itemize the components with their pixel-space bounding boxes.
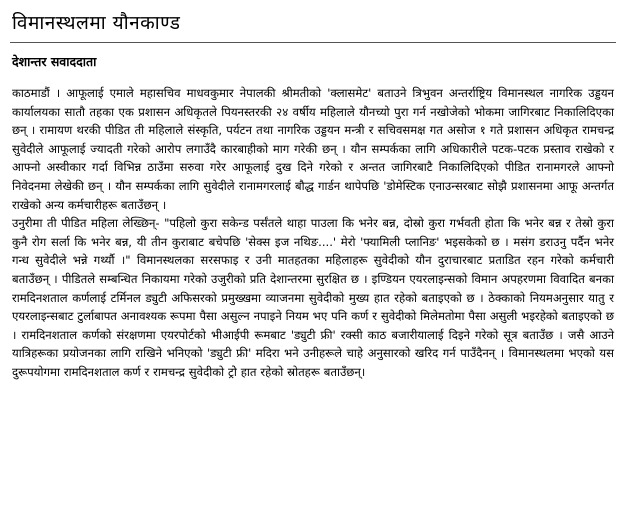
article-paragraph: उनुरीमा ती पीडित महिला लेख्छिन्- "पहिलो कुरा सकेन्ड पर्संतले थाहा पाउला कि भनेर बन्न, दोस्रो कुरा गर्भवती होता कि भनेर बन्न र तेस्रो कुरा कुनै रोग सर्ला कि भनेर बन्न, यी तीन कुराबाट बचेपछि 'सेक्स इज नथिङ....' मेरो 'फ्यामिली प्लानिङ' भइसकेको छ । मसंग डराउनु पर्दैन भनेर गन्ध सुवेदीले भन्ने गर्थ्यौ ।" विमानस्थलका सरसफाइ र उनी मातहतका महिलाहरू सुवेदीको यौन दुराचारबाट प्रताडित रहन गरेको कर्मचारी बताउँछन् । पीडितले सम्बन्धित निकायमा गरेको उजुरीको प्रति देशान्तरमा सुरक्षित छ । इण्डियन एयरलाइन्सको विमान अपहरणमा विवादित बनका रामदिनशताल कर्णलाई टर्मिनल ड्युटी अफिसरको प्रमुख्खमा व्याजनमा सुवेदीको मुख्य हात रहेको बताइएको छ । ठेक्काको नियमअनुसार यातु र एयरलाइन्सबाट टुर्लाबापत अनावश्यक रूपमा पैसा असुल्न नपाइने नियम भए पनि कर्ण र सुवेदीको मिलेमतोमा पैसा असुली भइरहेको बताइएको छ । रामदिनशताल कर्णको संरक्षणमा एयरपोर्टको भीआईपी रूमबाट 'ड्युटी फ्री' रक्सी काठ बजारीयालाई दिइने गरेको सूत्र बताउँछ । जसै आउने यात्रिहरूका प्रयोजनका लागि राखिने भनिएको 'ड्युटी फ्री' मदिरा भने उनीहरूले चाहे अनुसारको खरिद गर्न पाउँदैनन् । विमानस्थलमा भएको यस दुरूपयोगमा रामदिनशताल कर्ण र रामचन्द्र सुवेदीको ट्राेे हात रहेको स्रोतहरू बताउँछन्। (12, 216, 614, 379)
page-title: विमानस्थलमा यौनकाण्ड (12, 12, 181, 34)
byline: देशान्तर सवाददाता (12, 54, 97, 69)
title-divider (10, 42, 616, 43)
article-body (12, 84, 614, 382)
article-paragraph: काठमाडौं । आफूलाई एमाले महासचिव माधवकुमार नेपालकी श्रीमतीको 'क्लासमेट' बताउने त्रिभुवन अन्तर्राष्ट्रिय विमानस्थल नागरिक उड्डयन कार्यालयका सातौ तहका एक प्रशासन अधिकृतले पियनस्तरकी २४ वर्षीय महिलाले यौनच्यो पुरा गर्न नखोजेको भोकमा जागिरबाट निकालिदिएका छन् । रामायण थरकी पीडित ती महिलाले संस्कृति, पर्यटन तथा नागरिक उड्डयन मन्त्री र सचिवसमक्ष गत असोज १ गते प्रशासन अधिकृत रामचन्द्र सुवेदीले आफूलाई ज्यादती गरेको आरोप लगाउँदै कारबाहीको माग गरेकी छन् । यौन सम्पर्कका लागि अधिकारीले पटक-पटक प्रस्ताव राखेको र आफ्नो अस्वीकार गर्दा विभिन्न ठाउँमा सरुवा गरेर आफूलाई दुख दिने गरेको र अन्तत जागिरबाटै निकालिदिएको पीडित रानामगरले आफ्नो निवेदनमा लेखेकी छन् । यौन सम्पर्कका लागि सुवेदीले रानामगरलाई बौद्ध गार्डन थापेपछि 'डोमेस्टिक एनाउन्सरबाट सोझै प्रशासनमा आफू अन्तर्गत राखेको अन्य कर्मचारीहरू बताउँछन् । (12, 86, 614, 212)
